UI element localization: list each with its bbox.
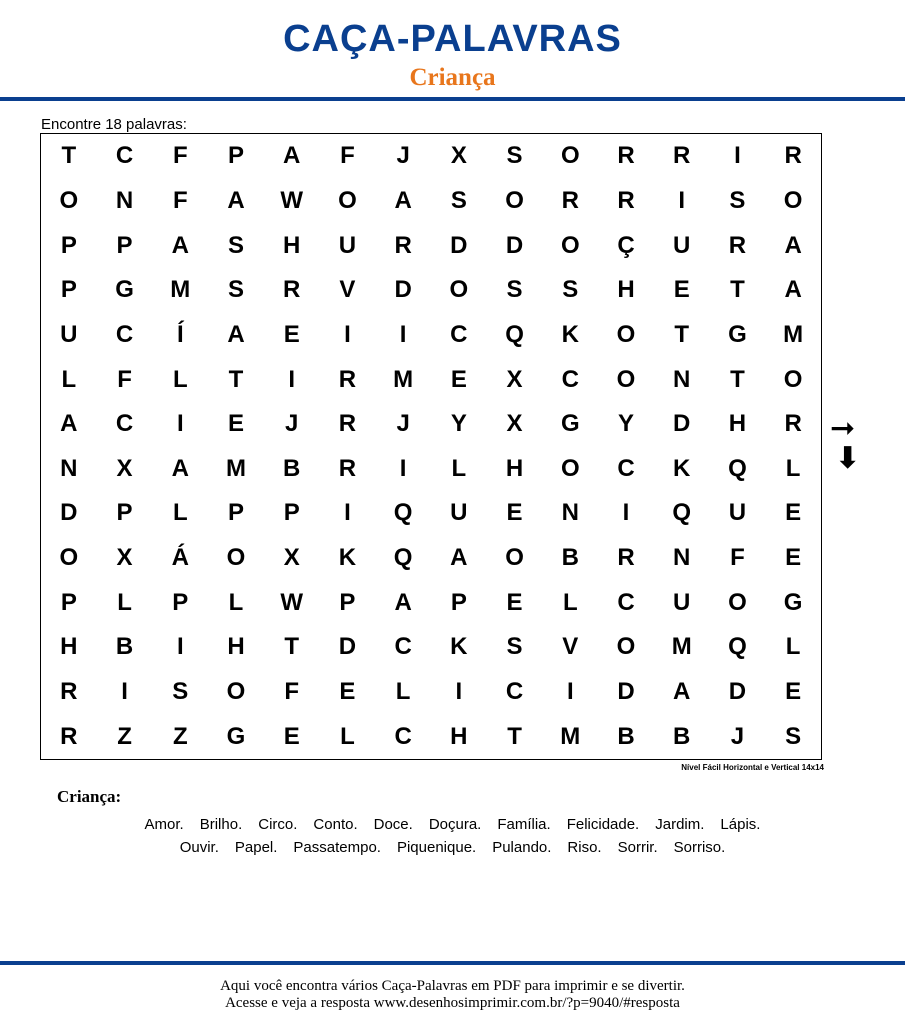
grid-cell[interactable]: Q xyxy=(393,499,413,527)
grid-cell[interactable]: L xyxy=(451,454,467,482)
grid-cell[interactable]: L xyxy=(785,633,801,661)
grid-cell[interactable]: U xyxy=(728,499,747,527)
grid-cell[interactable]: Y xyxy=(617,410,634,438)
grid-cell[interactable]: R xyxy=(561,186,579,214)
grid-cell[interactable]: T xyxy=(507,722,522,750)
grid-cell[interactable]: P xyxy=(116,231,133,259)
grid-cell[interactable]: C xyxy=(617,588,635,616)
grid-cell[interactable]: R xyxy=(60,722,78,750)
grid-cell[interactable]: R xyxy=(338,365,357,393)
grid-cell[interactable]: O xyxy=(560,231,580,259)
grid-cell[interactable]: I xyxy=(176,633,184,661)
grid-cell[interactable]: J xyxy=(730,722,745,750)
grid-cell[interactable]: O xyxy=(616,320,636,348)
grid-cell[interactable]: N xyxy=(673,544,691,572)
grid-cell[interactable]: I xyxy=(399,320,407,348)
grid-cell[interactable]: V xyxy=(339,276,356,304)
grid-cell[interactable]: T xyxy=(730,276,745,304)
footer-line-2: Acesse e veja a resposta www.desenhosimprimir.com.br/?p=9040/#resposta xyxy=(225,995,680,1011)
grid-cell[interactable]: I xyxy=(734,142,741,170)
grid-cell[interactable]: C xyxy=(394,722,412,750)
grid-cell[interactable]: N xyxy=(561,499,579,527)
footer-line-1: Aqui você encontra vários Caça-Palavras em PDF para imprimir e se divertir. xyxy=(220,978,685,994)
grid-cell[interactable]: A xyxy=(673,678,691,706)
grid-cell[interactable]: D xyxy=(617,678,635,706)
grid-cell[interactable]: U xyxy=(673,231,691,259)
grid-cell[interactable]: O xyxy=(616,633,636,661)
grid-cell[interactable]: O xyxy=(449,276,469,304)
grid-cell[interactable]: S xyxy=(562,276,579,304)
grid-cell[interactable]: O xyxy=(226,678,246,706)
grid-cell[interactable]: S xyxy=(506,142,523,170)
grid-cell[interactable]: F xyxy=(172,142,188,170)
grid-cell[interactable]: H xyxy=(450,722,468,750)
word-item: Felicidade. xyxy=(566,816,640,833)
grid-cell[interactable]: G xyxy=(783,588,803,616)
letter-grid xyxy=(41,134,821,759)
grid-cell[interactable]: I xyxy=(678,186,686,214)
grid-cell[interactable]: U xyxy=(60,320,78,348)
grid-cell[interactable]: E xyxy=(227,410,244,438)
grid-cell[interactable]: O xyxy=(59,186,79,214)
grid-cell[interactable]: E xyxy=(673,276,690,304)
grid-cell[interactable]: I xyxy=(344,499,351,527)
grid-cell[interactable]: N xyxy=(673,365,691,393)
grid-cell[interactable]: E xyxy=(450,365,467,393)
grid-cell[interactable]: C xyxy=(115,410,134,438)
page-subtitle: Criança xyxy=(409,64,496,91)
grid-cell[interactable]: C xyxy=(394,633,412,661)
difficulty-note: Nível Fácil Horizontal e Vertical 14x14 xyxy=(681,763,824,772)
grid-cell[interactable]: O xyxy=(226,544,246,572)
grid-cell[interactable]: L xyxy=(172,499,188,527)
grid-cell[interactable]: R xyxy=(784,142,802,170)
grid-cell[interactable]: I xyxy=(399,454,407,482)
word-item: Conto. xyxy=(313,816,358,833)
grid-cell[interactable]: M xyxy=(170,276,191,304)
grid-cell[interactable]: N xyxy=(60,454,78,482)
grid-cell[interactable]: S xyxy=(172,678,189,706)
grid-cell[interactable]: B xyxy=(115,633,134,661)
arrow-right-icon: ➞ xyxy=(830,411,856,446)
grid-cell[interactable]: E xyxy=(785,499,802,527)
word-item: Passatempo. xyxy=(293,839,381,856)
grid-cell[interactable]: O xyxy=(728,588,747,616)
grid-cell[interactable]: I xyxy=(455,678,463,706)
grid-cell[interactable]: T xyxy=(228,365,244,393)
grid-cell[interactable]: A xyxy=(784,231,802,259)
grid-cell[interactable]: M xyxy=(671,633,692,661)
grid-cell[interactable]: L xyxy=(61,365,77,393)
grid-cell[interactable]: K xyxy=(561,320,579,348)
grid-cell[interactable]: L xyxy=(395,678,411,706)
grid-cell[interactable]: Í xyxy=(176,320,184,348)
grid-cell[interactable]: U xyxy=(338,231,357,259)
word-item: Jardim. xyxy=(655,816,705,833)
grid-cell[interactable]: Q xyxy=(728,633,747,661)
grid-cell[interactable]: R xyxy=(283,276,301,304)
grid-cell[interactable]: R xyxy=(728,231,747,259)
grid-cell[interactable]: Q xyxy=(728,454,747,482)
word-list-line-1 xyxy=(0,816,905,834)
grid-cell[interactable]: H xyxy=(60,633,78,661)
grid-cell[interactable]: R xyxy=(617,544,635,572)
grid-cell[interactable]: B xyxy=(617,722,635,750)
grid-cell[interactable]: R xyxy=(617,142,635,170)
grid-cell[interactable]: G xyxy=(728,320,747,348)
word-item: Riso. xyxy=(567,839,602,856)
grid-cell[interactable]: J xyxy=(396,142,410,170)
word-item: Circo. xyxy=(258,816,298,833)
grid-cell[interactable]: L xyxy=(172,365,188,393)
grid-cell[interactable]: L xyxy=(117,588,132,616)
grid-cell[interactable]: O xyxy=(505,544,524,572)
grid-cell[interactable]: E xyxy=(506,499,523,527)
word-item: Amor. xyxy=(144,816,184,833)
grid-cell[interactable]: P xyxy=(339,588,356,616)
grid-cell[interactable]: F xyxy=(117,365,132,393)
grid-cell[interactable]: F xyxy=(340,142,355,170)
grid-cell[interactable]: K xyxy=(338,544,357,572)
grid-cell[interactable]: E xyxy=(506,588,523,616)
grid-cell[interactable]: S xyxy=(785,722,802,750)
grid-cell[interactable]: R xyxy=(617,186,635,214)
arrow-down-icon: ⬇ xyxy=(835,441,861,476)
grid-cell[interactable]: I xyxy=(566,678,574,706)
grid-cell[interactable]: D xyxy=(673,410,691,438)
word-item: Brilho. xyxy=(199,816,243,833)
grid-cell[interactable]: M xyxy=(225,454,246,482)
grid-cell[interactable]: M xyxy=(783,320,804,348)
page-title: CAÇA-PALAVRAS xyxy=(283,18,622,60)
grid-cell[interactable]: E xyxy=(283,722,300,750)
grid-cell[interactable]: C xyxy=(617,454,635,482)
grid-cell[interactable]: J xyxy=(285,410,299,438)
grid-cell[interactable]: I xyxy=(176,410,184,438)
grid-cell[interactable]: X xyxy=(283,544,300,572)
word-item: Família. xyxy=(497,816,551,833)
grid-cell[interactable]: R xyxy=(338,410,357,438)
grid-cell[interactable]: C xyxy=(115,320,134,348)
grid-cell[interactable]: A xyxy=(227,320,245,348)
grid-cell[interactable]: A xyxy=(394,186,412,214)
grid-cell[interactable]: R xyxy=(338,454,357,482)
grid-cell[interactable]: M xyxy=(393,365,414,393)
grid-cell[interactable]: W xyxy=(280,186,304,214)
grid-cell[interactable]: O xyxy=(783,365,803,393)
word-item: Ouvir. xyxy=(179,839,219,856)
grid-cell[interactable]: C xyxy=(450,320,468,348)
grid-cell[interactable]: E xyxy=(283,320,300,348)
grid-cell[interactable]: Ç xyxy=(617,231,635,259)
grid-cell[interactable]: K xyxy=(673,454,691,482)
grid-cell[interactable]: H xyxy=(505,454,524,482)
grid-cell[interactable]: A xyxy=(283,142,301,170)
grid-cell[interactable]: W xyxy=(280,588,304,616)
grid-cell[interactable]: Q xyxy=(505,320,524,348)
grid-cell[interactable]: F xyxy=(284,678,300,706)
grid-cell[interactable]: V xyxy=(562,633,579,661)
grid-cell[interactable]: D xyxy=(394,276,412,304)
grid-cell[interactable]: A xyxy=(227,186,245,214)
grid-cell[interactable]: I xyxy=(622,499,630,527)
grid-cell[interactable]: C xyxy=(561,365,579,393)
grid-cell[interactable]: J xyxy=(396,410,410,438)
grid-cell[interactable]: O xyxy=(59,544,79,572)
grid-cell[interactable]: R xyxy=(673,142,691,170)
grid-cell[interactable]: K xyxy=(450,633,468,661)
grid-cell[interactable]: A xyxy=(450,544,468,572)
grid-cell[interactable]: A xyxy=(171,454,189,482)
grid-cell[interactable]: G xyxy=(560,410,580,438)
grid-cell[interactable]: T xyxy=(61,142,77,170)
grid-cell[interactable]: D xyxy=(450,231,468,259)
word-list-title: Criança: xyxy=(57,787,122,806)
grid-cell[interactable]: P xyxy=(172,588,189,616)
grid-cell[interactable]: O xyxy=(560,142,580,170)
instruction-text: Encontre 18 palavras: xyxy=(41,116,187,133)
word-item: Doce. xyxy=(373,816,413,833)
grid-cell[interactable]: I xyxy=(288,365,296,393)
grid-cell[interactable]: P xyxy=(60,588,77,616)
grid-cell[interactable]: P xyxy=(283,499,300,527)
grid-cell[interactable]: E xyxy=(785,544,802,572)
word-item: Piquenique. xyxy=(396,839,477,856)
grid-cell[interactable]: P xyxy=(116,499,133,527)
grid-cell[interactable]: U xyxy=(673,588,691,616)
grid-cell[interactable]: T xyxy=(674,320,690,348)
grid-cell[interactable]: S xyxy=(506,633,523,661)
word-item: Sorrir. xyxy=(617,839,658,856)
grid-cell[interactable]: X xyxy=(450,142,467,170)
grid-cell[interactable]: X xyxy=(506,365,523,393)
grid-cell[interactable]: C xyxy=(505,678,524,706)
grid-cell[interactable]: H xyxy=(617,276,635,304)
grid-cell[interactable]: A xyxy=(394,588,412,616)
grid-cell[interactable]: E xyxy=(785,678,802,706)
grid-cell[interactable]: F xyxy=(172,186,188,214)
grid-cell[interactable]: O xyxy=(616,365,636,393)
grid-cell[interactable]: H xyxy=(227,633,245,661)
grid-cell[interactable]: P xyxy=(227,499,244,527)
grid-cell[interactable]: G xyxy=(226,722,246,750)
grid-cell[interactable]: P xyxy=(60,231,77,259)
grid-cell[interactable]: L xyxy=(228,588,244,616)
grid-cell[interactable]: T xyxy=(284,633,300,661)
grid-cell[interactable]: A xyxy=(784,276,802,304)
grid-cell[interactable]: S xyxy=(227,231,244,259)
grid-cell[interactable]: D xyxy=(728,678,747,706)
grid-cell[interactable]: I xyxy=(344,320,351,348)
grid-cell[interactable]: L xyxy=(785,454,801,482)
word-list-line-2 xyxy=(0,839,905,857)
grid-cell[interactable]: S xyxy=(227,276,244,304)
grid-cell[interactable]: U xyxy=(450,499,468,527)
word-item: Sorriso. xyxy=(673,839,726,856)
grid-cell[interactable]: P xyxy=(227,142,244,170)
grid-cell[interactable]: X xyxy=(116,454,133,482)
grid-cell[interactable]: P xyxy=(450,588,467,616)
grid-cell[interactable]: Z xyxy=(172,722,188,750)
grid-cell[interactable]: R xyxy=(784,410,802,438)
grid-cell[interactable]: L xyxy=(340,722,355,750)
grid-cell[interactable]: O xyxy=(560,454,580,482)
grid-cell[interactable]: R xyxy=(60,678,78,706)
grid-cell[interactable]: G xyxy=(115,276,134,304)
grid-cell[interactable]: S xyxy=(506,276,523,304)
grid-cell[interactable]: D xyxy=(60,499,78,527)
grid-cell[interactable]: Q xyxy=(393,544,413,572)
grid-cell[interactable]: B xyxy=(283,454,301,482)
word-item: Pulando. xyxy=(492,839,552,856)
grid-cell[interactable]: O xyxy=(338,186,357,214)
grid-cell[interactable]: L xyxy=(562,588,578,616)
bottom-divider xyxy=(0,961,905,965)
grid-cell[interactable]: X xyxy=(116,544,133,572)
word-item: Papel. xyxy=(234,839,278,856)
grid-cell[interactable]: Y xyxy=(450,410,467,438)
grid-cell[interactable]: C xyxy=(115,142,134,170)
grid-cell[interactable]: D xyxy=(338,633,357,661)
grid-cell[interactable]: D xyxy=(505,231,524,259)
grid-cell[interactable]: I xyxy=(121,678,128,706)
grid-cell[interactable]: S xyxy=(450,186,467,214)
grid-cell[interactable]: B xyxy=(561,544,579,572)
grid-cell[interactable]: Q xyxy=(672,499,692,527)
grid-cell[interactable]: T xyxy=(730,365,745,393)
grid-cell[interactable]: S xyxy=(729,186,746,214)
grid-cell[interactable]: A xyxy=(171,231,189,259)
word-item: Doçura. xyxy=(428,816,482,833)
grid-cell[interactable]: X xyxy=(506,410,523,438)
word-item: Lápis. xyxy=(720,816,761,833)
grid-cell[interactable]: E xyxy=(339,678,356,706)
top-divider xyxy=(0,97,905,101)
grid-cell[interactable]: Z xyxy=(117,722,132,750)
grid-cell[interactable]: P xyxy=(60,276,77,304)
grid-cell[interactable]: R xyxy=(394,231,412,259)
grid-cell[interactable]: H xyxy=(728,410,747,438)
grid-cell[interactable]: A xyxy=(60,410,78,438)
grid-cell[interactable]: F xyxy=(730,544,745,572)
grid-cell[interactable]: O xyxy=(783,186,803,214)
grid-cell[interactable]: N xyxy=(115,186,134,214)
grid-cell[interactable]: O xyxy=(505,186,524,214)
grid-cell[interactable]: B xyxy=(673,722,691,750)
grid-cell[interactable]: M xyxy=(560,722,581,750)
grid-cell[interactable]: H xyxy=(283,231,301,259)
grid-cell[interactable]: Á xyxy=(171,544,189,572)
